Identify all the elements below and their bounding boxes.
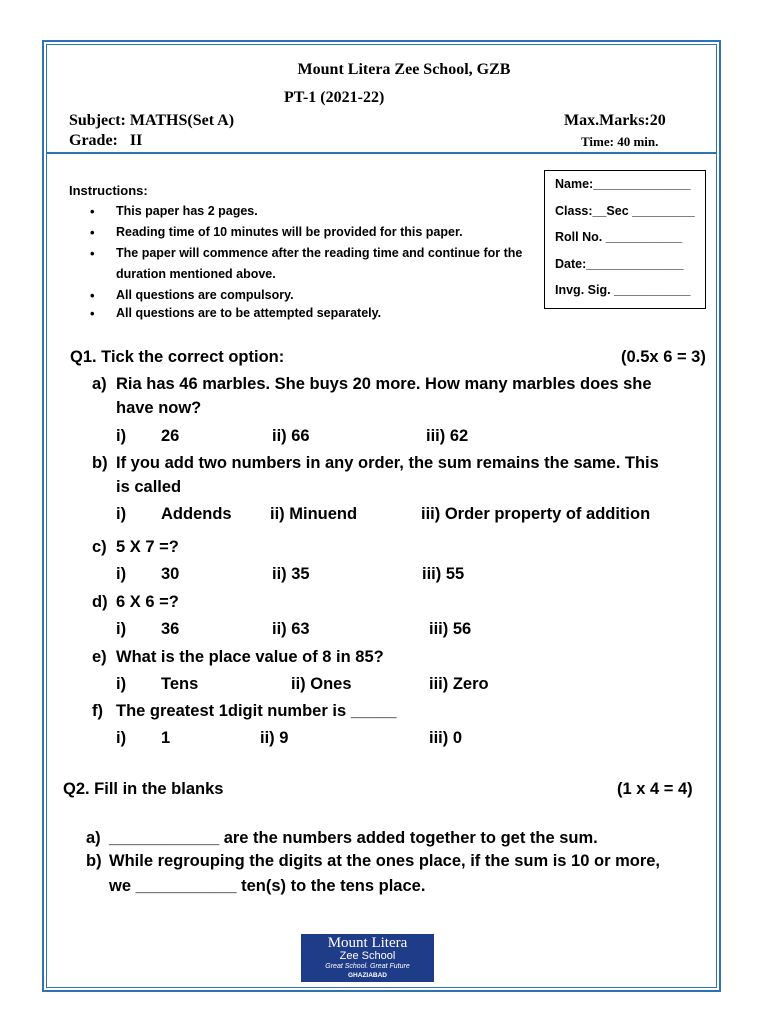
q1e-opt1-num[interactable]: i) <box>116 675 127 693</box>
logo-line-2: Zee School <box>339 950 396 962</box>
q1a-opt1-num[interactable]: i) <box>116 427 127 445</box>
subject-label: Subject: MATHS(Set A) <box>69 112 235 129</box>
instruction-item: • All questions are to be attempted separately. <box>90 306 540 321</box>
q1a-opt2[interactable]: ii) 66 <box>272 427 310 445</box>
roll-field[interactable]: Roll No. ___________ <box>555 230 683 244</box>
q1b-opt2[interactable]: ii) Minuend <box>270 505 358 523</box>
school-logo <box>301 934 434 982</box>
q1d-opt1[interactable]: 36 <box>161 620 180 638</box>
header-divider <box>46 152 717 154</box>
q1f-opt1[interactable]: 1 <box>161 729 171 747</box>
q1a-opt1[interactable]: 26 <box>161 427 180 445</box>
class-field[interactable]: Class:__Sec _________ <box>555 204 695 218</box>
q1b-label: b) <box>92 454 108 472</box>
q1f-opt3[interactable]: iii) 0 <box>429 729 463 747</box>
q1f-opt1-num[interactable]: i) <box>116 729 127 747</box>
max-marks: Max.Marks:20 <box>564 112 666 129</box>
q2-marks: (1 x 4 = 4) <box>617 780 693 798</box>
instruction-item: • This paper has 2 pages. <box>90 201 540 222</box>
q1e-label: e) <box>92 648 107 666</box>
q1d-opt2[interactable]: ii) 63 <box>272 620 310 638</box>
q1-title: Q1. Tick the correct option: <box>70 348 285 366</box>
date-field[interactable]: Date:______________ <box>555 257 684 271</box>
logo-line-1: Mount Litera <box>327 935 408 951</box>
q1c-opt1[interactable]: 30 <box>161 565 180 583</box>
q1c-opt3[interactable]: iii) 55 <box>422 565 465 583</box>
q1c-text: 5 X 7 =? <box>116 538 179 556</box>
q2b-text: While regrouping the digits at the ones place, if the sum is 10 or more, <box>109 852 661 870</box>
q1d-opt3[interactable]: iii) 56 <box>429 620 472 638</box>
q1e-text: What is the place value of 8 in 85? <box>116 648 384 666</box>
grade-label: Grade: II <box>69 132 143 149</box>
instruction-item: • The paper will commence after the reading time and continue for the duration mentioned above. <box>90 243 540 285</box>
q1e-opt3[interactable]: iii) Zero <box>429 675 489 693</box>
q1b-opt3[interactable]: iii) Order property of addition <box>421 505 651 523</box>
q2a-text: ____________ are the numbers added together to get the sum. <box>109 829 598 847</box>
instruction-item: • Reading time of 10 minutes will be provided for this paper. <box>90 222 540 243</box>
instruction-item: • All questions are compulsory. <box>90 285 540 306</box>
q2-title: Q2. Fill in the blanks <box>63 780 224 798</box>
q2b-label: b) <box>86 852 102 870</box>
q1a-opt3[interactable]: iii) 62 <box>426 427 469 445</box>
q1a-text: Ria has 46 marbles. She buys 20 more. How many marbles does she <box>116 375 652 393</box>
q1c-label: c) <box>92 538 107 556</box>
instructions-list <box>90 201 540 321</box>
q1b-text-cont: is called <box>116 478 182 496</box>
q1a-text-cont: have now? <box>116 399 202 417</box>
q1a-label: a) <box>92 375 107 393</box>
logo-city: GHAZIABAD <box>348 972 387 979</box>
student-info-box <box>544 170 706 309</box>
q1e-opt2[interactable]: ii) Ones <box>291 675 352 693</box>
q2b-text-cont: we ___________ ten(s) to the tens place. <box>109 877 426 895</box>
q1b-text: If you add two numbers in any order, the sum remains the same. This <box>116 454 659 472</box>
instructions-title: Instructions: <box>69 183 148 198</box>
q2a-label: a) <box>86 829 101 847</box>
q1e-opt1[interactable]: Tens <box>161 675 199 693</box>
q1f-label: f) <box>92 702 103 720</box>
q1f-opt2[interactable]: ii) 9 <box>260 729 289 747</box>
school-name: Mount Litera Zee School, GZB <box>297 61 511 78</box>
q1f-text: The greatest 1digit number is _____ <box>116 702 397 720</box>
q1d-opt1-num[interactable]: i) <box>116 620 127 638</box>
logo-tagline: Great School. Great Future <box>325 963 410 970</box>
q1d-text: 6 X 6 =? <box>116 593 179 611</box>
q1-marks: (0.5x 6 = 3) <box>621 348 706 366</box>
name-field[interactable]: Name:______________ <box>555 177 691 191</box>
q1b-opt1-num[interactable]: i) <box>116 505 127 523</box>
q1d-label: d) <box>92 593 108 611</box>
q1b-opt1[interactable]: Addends <box>161 505 232 523</box>
q1c-opt1-num[interactable]: i) <box>116 565 127 583</box>
q1c-opt2[interactable]: ii) 35 <box>272 565 310 583</box>
time-label: Time: 40 min. <box>581 134 659 149</box>
exam-title: PT-1 (2021-22) <box>284 89 385 106</box>
signature-field[interactable]: Invg. Sig. ___________ <box>555 283 691 297</box>
